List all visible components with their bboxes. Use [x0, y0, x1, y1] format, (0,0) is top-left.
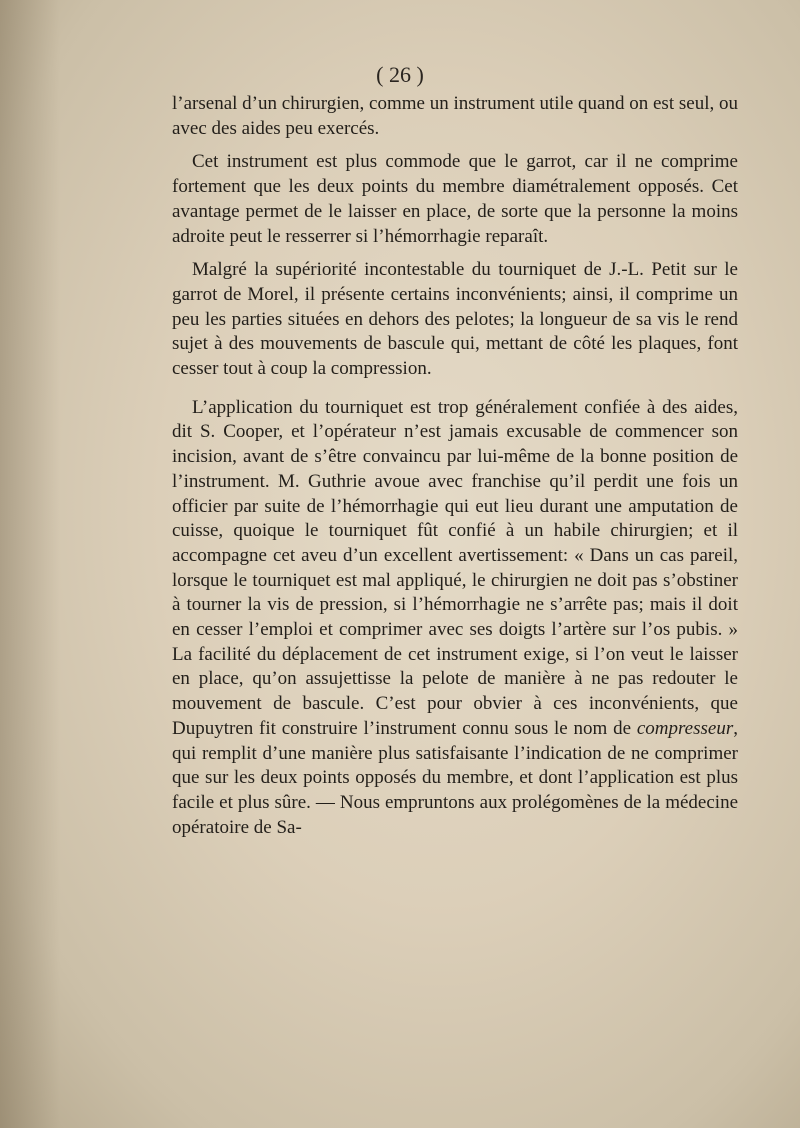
- paragraph-4-text-after: , qui remplit d’une manière plus satisfaisante l’indication de ne comprimer que sur les deux points opposés du membre, et dont l’application est plus facile et plus sûre. — Nous empruntons aux prolégomènes de la médecine opératoire de Sa-: [172, 717, 738, 838]
- page-number: ( 26 ): [376, 62, 424, 87]
- paragraph-3: Malgré la supériorité incontestable du tourniquet de J.-L. Petit sur le garrot de Morel, il présente certains inconvénients; ainsi, il comprime un peu les parties situées en dehors des pelotes; la longueur de sa vis le rend sujet à des mouvements de bascule qui, mettant de côté les plaques, font cesser tout à coup la compression.: [172, 259, 738, 380]
- paragraph-2: Cet instrument est plus commode que le garrot, car il ne comprime fortement que les deux points du membre diamétralement opposés. Cet avantage permet de le laisser en place, de sorte que la personne la moins adroite peut le resserrer si l’hémorrhagie reparaît.: [172, 151, 738, 247]
- paragraph-4-text-before: L’application du tourniquet est trop généralement confiée à des aides, dit S. Cooper, et l’opérateur n’est jamais excusable de commencer son incision, avant de s’être convaincu par lui-même de la bonne position de l’instrument. M. Guthrie avoue avec franchise qu’il perdit une fois un officier par suite de l’hémorrhagie qui eut lieu durant une amputation de cuisse, quoique le tourniquet fût confié à un habile chirurgien; et il accompagne cet aveu d’un excellent avertissement: « Dans un cas pareil, lorsque le tourniquet est mal appliqué, le chirurgien ne doit pas s’obstiner à tourner la vis de pression, si l’hémorrhagie ne s’arrête pas; mais il doit en cesser l’emploi et comprimer avec ses doigts l’artère sur l’os pubis. » La facilité du déplacement de cet instrument exige, si l’on veut le laisser en place, qu’on assujettisse la pelote de manière à ne pas redouter le mouvement de bascule. C’est pour obvier à ces inconvénients, que Dupuytren fit construire l’instrument connu sous le nom de: [172, 396, 738, 739]
- paragraph-4: [172, 396, 738, 841]
- paragraph-4-italic-term: compresseur: [636, 717, 734, 739]
- paragraph-1: l’arsenal d’un chirurgien, comme un instrument utile quand on est seul, ou avec des aides peu exercés.: [172, 93, 738, 139]
- body-text: [172, 92, 738, 840]
